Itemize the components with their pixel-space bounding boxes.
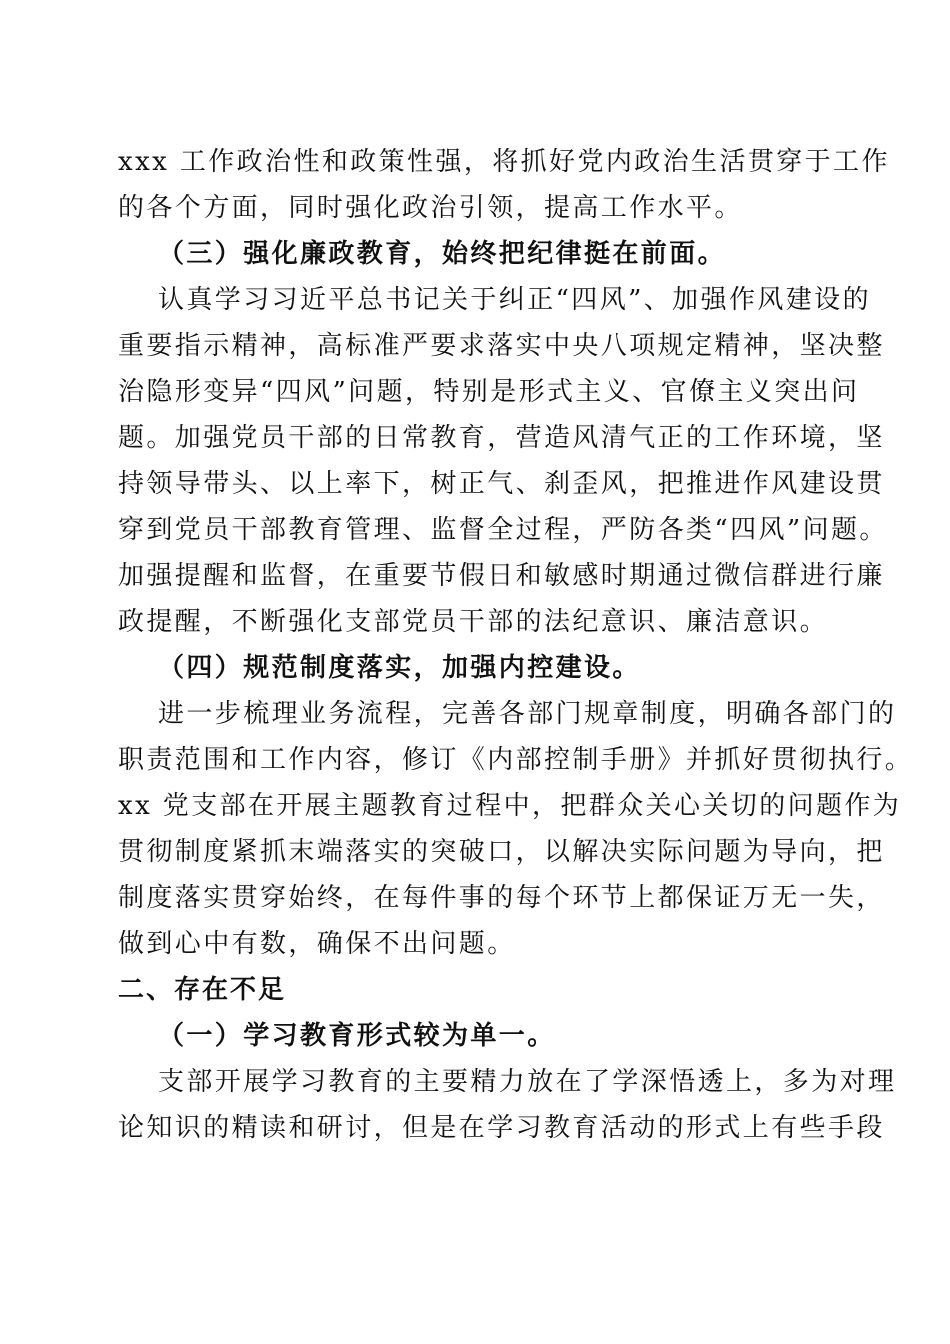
text-line: xx 党支部在开展主题教育过程中，把群众关心关切的问题作为 (118, 791, 902, 821)
text-line: 做到心中有数，确保不出问题。 (118, 929, 516, 959)
text-line: 持领导带头、以上率下，树正气、刹歪风，把推进作风建设贯 (118, 469, 885, 499)
text-line: 的各个方面，同时强化政治引领，提高工作水平。 (118, 193, 743, 223)
section-heading: （一）学习教育形式较为单一。 (158, 1021, 556, 1051)
text-line: 制度落实贯穿始终，在每件事的每个环节上都保证万无一失， (118, 883, 885, 913)
text-line: 穿到党员干部教育管理、监督全过程，严防各类“四风”问题。 (118, 515, 888, 545)
paragraph-first-line: 认真学习习近平总书记关于纠正“四风”、加强作风建设的 (158, 285, 871, 315)
text-line: 加强提醒和监督，在重要节假日和敏感时期通过微信群进行廉 (118, 561, 885, 591)
text-line: xxx 工作政治性和政策性强，将抓好党内政治生活贯穿于工作 (118, 147, 890, 177)
text-line: 题。加强党员干部的日常教育，营造风清气正的工作环境，坚 (118, 423, 885, 453)
section-heading: （三）强化廉政教育，始终把纪律挺在前面。 (158, 239, 727, 269)
text-line: 政提醒，不断强化支部党员干部的法纪意识、廉洁意识。 (118, 607, 829, 637)
text-line: 治隐形变异“四风”问题，特别是形式主义、官僚主义突出问 (118, 377, 860, 407)
text-line: 贯彻制度紧抓末端落实的突破口，以解决实际问题为导向，把 (118, 837, 885, 867)
text-line: 职责范围和工作内容，修订《内部控制手册》并抓好贯彻执行。 (118, 745, 914, 775)
chapter-heading: 二、存在不足 (118, 975, 287, 1005)
paragraph-first-line: 进一步梳理业务流程，完善各部门规章制度，明确各部门的 (158, 699, 897, 729)
paragraph-first-line: 支部开展学习教育的主要精力放在了学深悟透上，多为对理 (158, 1067, 897, 1097)
text-line: 论知识的精读和研讨，但是在学习教育活动的形式上有些手段 (118, 1113, 885, 1143)
section-heading: （四）规范制度落实，加强内控建设。 (158, 653, 641, 683)
text-line: 重要指示精神，高标准严要求落实中央八项规定精神，坚决整 (118, 331, 885, 361)
